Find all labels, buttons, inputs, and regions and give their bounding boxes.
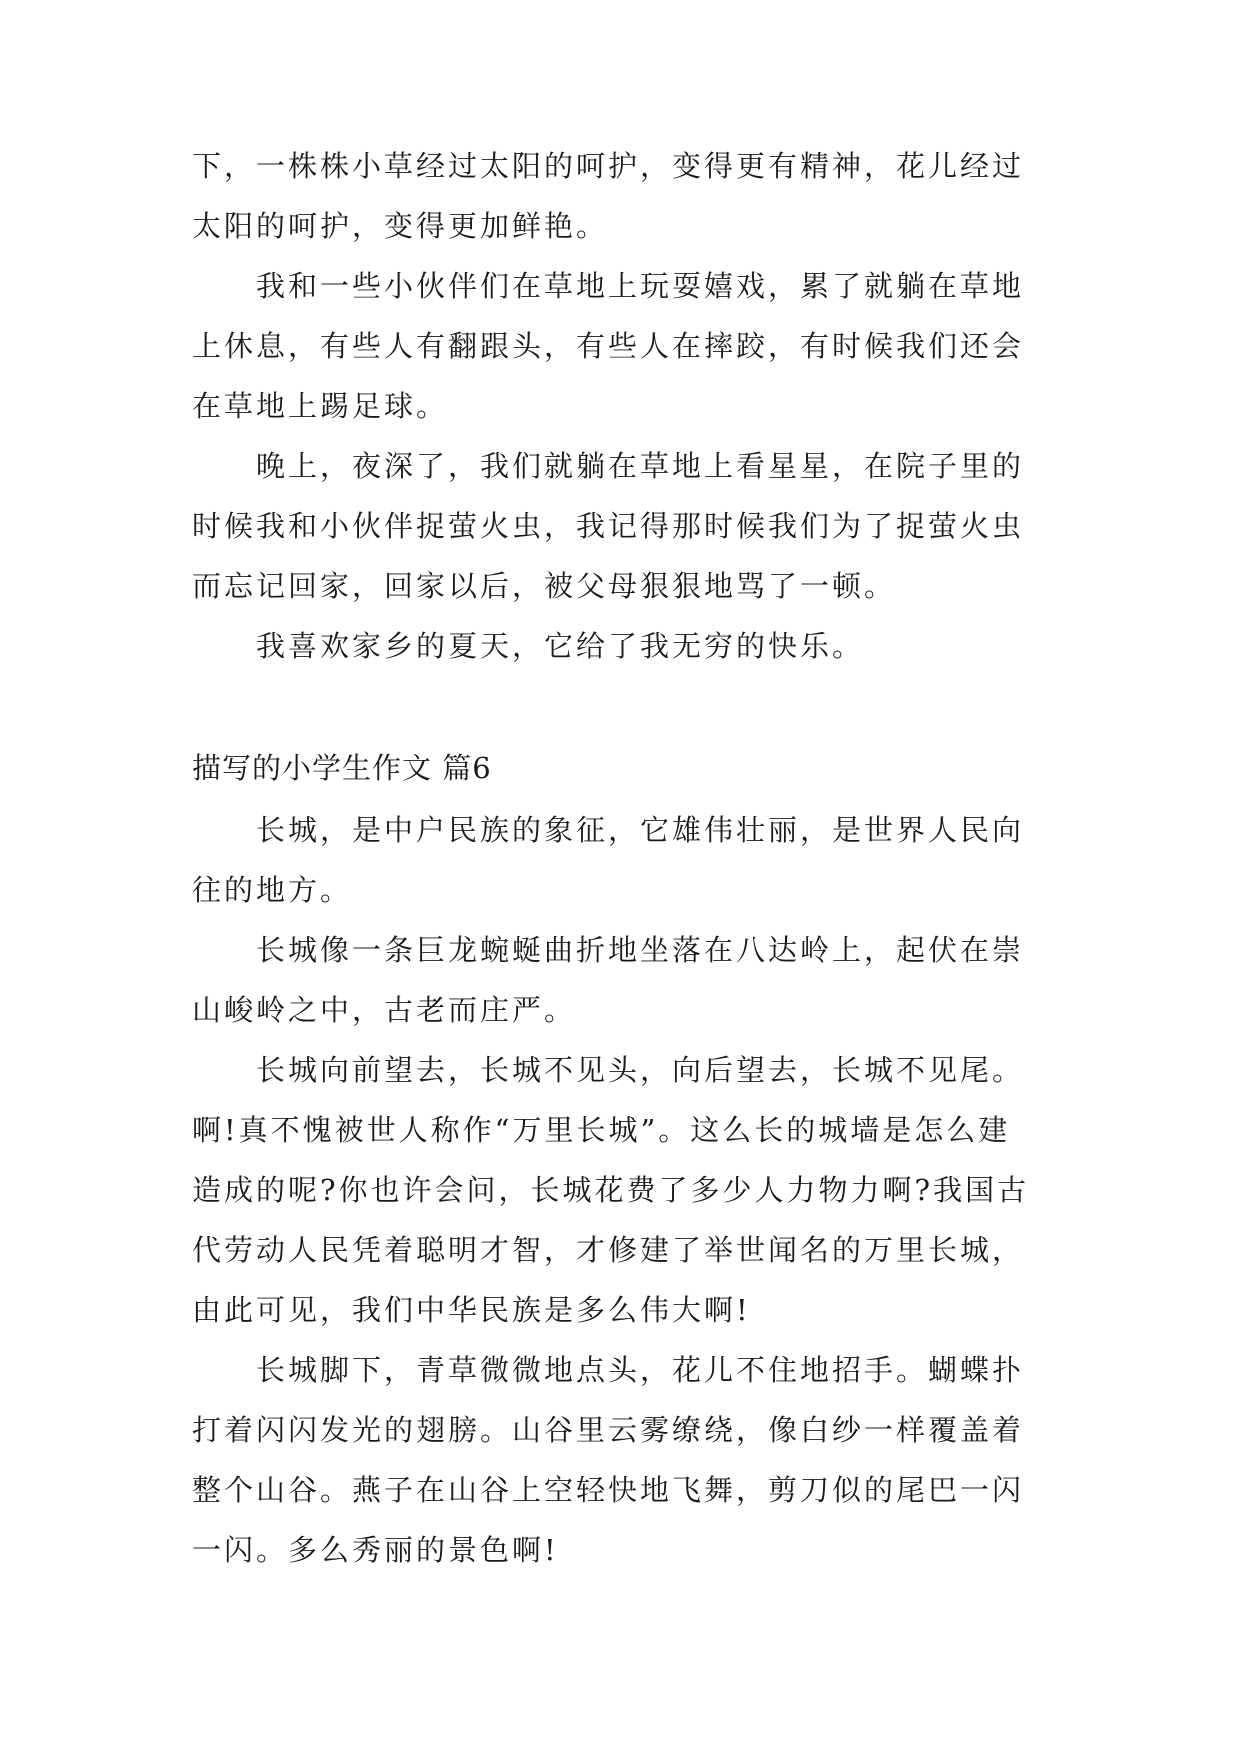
section-title-text: 描写的小学生作文 篇6	[192, 751, 492, 785]
s6-paragraph-4-line-1: 长城脚下，青草微微地点头，花儿不住地招手。蝴蝶扑	[256, 1353, 1025, 1387]
paragraph-4-line-1: 我喜欢家乡的夏天，它给了我无穷的快乐。	[256, 629, 865, 663]
s6-paragraph-1-line-2: 往的地方。	[192, 873, 353, 907]
s6-paragraph-3-line-4: 代劳动人民凭着聪明才智，才修建了举世闻名的万里长城，	[192, 1233, 1025, 1267]
s6-paragraph-4-line-4: 一闪。多么秀丽的景色啊!	[192, 1533, 559, 1567]
paragraph-2-line-3: 在草地上踢足球。	[192, 389, 449, 423]
s6-paragraph-2-line-2: 山峻岭之中，古老而庄严。	[192, 993, 577, 1027]
s6-paragraph-3-line-1: 长城向前望去，长城不见头，向后望去，长城不见尾。	[256, 1053, 1025, 1087]
paragraph-3-line-1: 晚上，夜深了，我们就躺在草地上看星星，在院子里的	[256, 449, 1025, 483]
paragraph-3-line-2: 时候我和小伙伴捉萤火虫，我记得那时候我们为了捉萤火虫	[192, 509, 1025, 543]
s6-paragraph-3-line-3: 造成的呢?你也许会问，长城花费了多少人力物力啊?我国古	[192, 1173, 1030, 1207]
paragraph-1-line-2: 太阳的呵护，变得更加鲜艳。	[192, 209, 609, 243]
s6-paragraph-2-line-1: 长城像一条巨龙蜿蜒曲折地坐落在八达岭上，起伏在崇	[256, 933, 1025, 967]
s6-paragraph-1-line-1: 长城，是中户民族的象征，它雄伟壮丽，是世界人民向	[256, 813, 1025, 847]
paragraph-2-line-1: 我和一些小伙伴们在草地上玩耍嬉戏，累了就躺在草地	[256, 269, 1025, 303]
paragraph-2-line-2: 上休息，有些人有翻跟头，有些人在摔跤，有时候我们还会	[192, 329, 1025, 363]
s6-paragraph-4-line-3: 整个山谷。燕子在山谷上空轻快地飞舞，剪刀似的尾巴一闪	[192, 1473, 1025, 1507]
s6-paragraph-4-line-2: 打着闪闪发光的翅膀。山谷里云雾缭绕，像白纱一样覆盖着	[192, 1413, 1025, 1447]
s6-paragraph-3-line-5: 由此可见，我们中华民族是多么伟大啊!	[192, 1293, 751, 1327]
s6-paragraph-3-line-2: 啊!真不愧被世人称作“万里长城”。这么长的城墙是怎么建	[192, 1113, 1011, 1147]
paragraph-3-line-3: 而忘记回家，回家以后，被父母狠狠地骂了一顿。	[192, 569, 897, 603]
paragraph-1-line-1: 下，一株株小草经过太阳的呵护，变得更有精神，花儿经过	[192, 149, 1025, 183]
